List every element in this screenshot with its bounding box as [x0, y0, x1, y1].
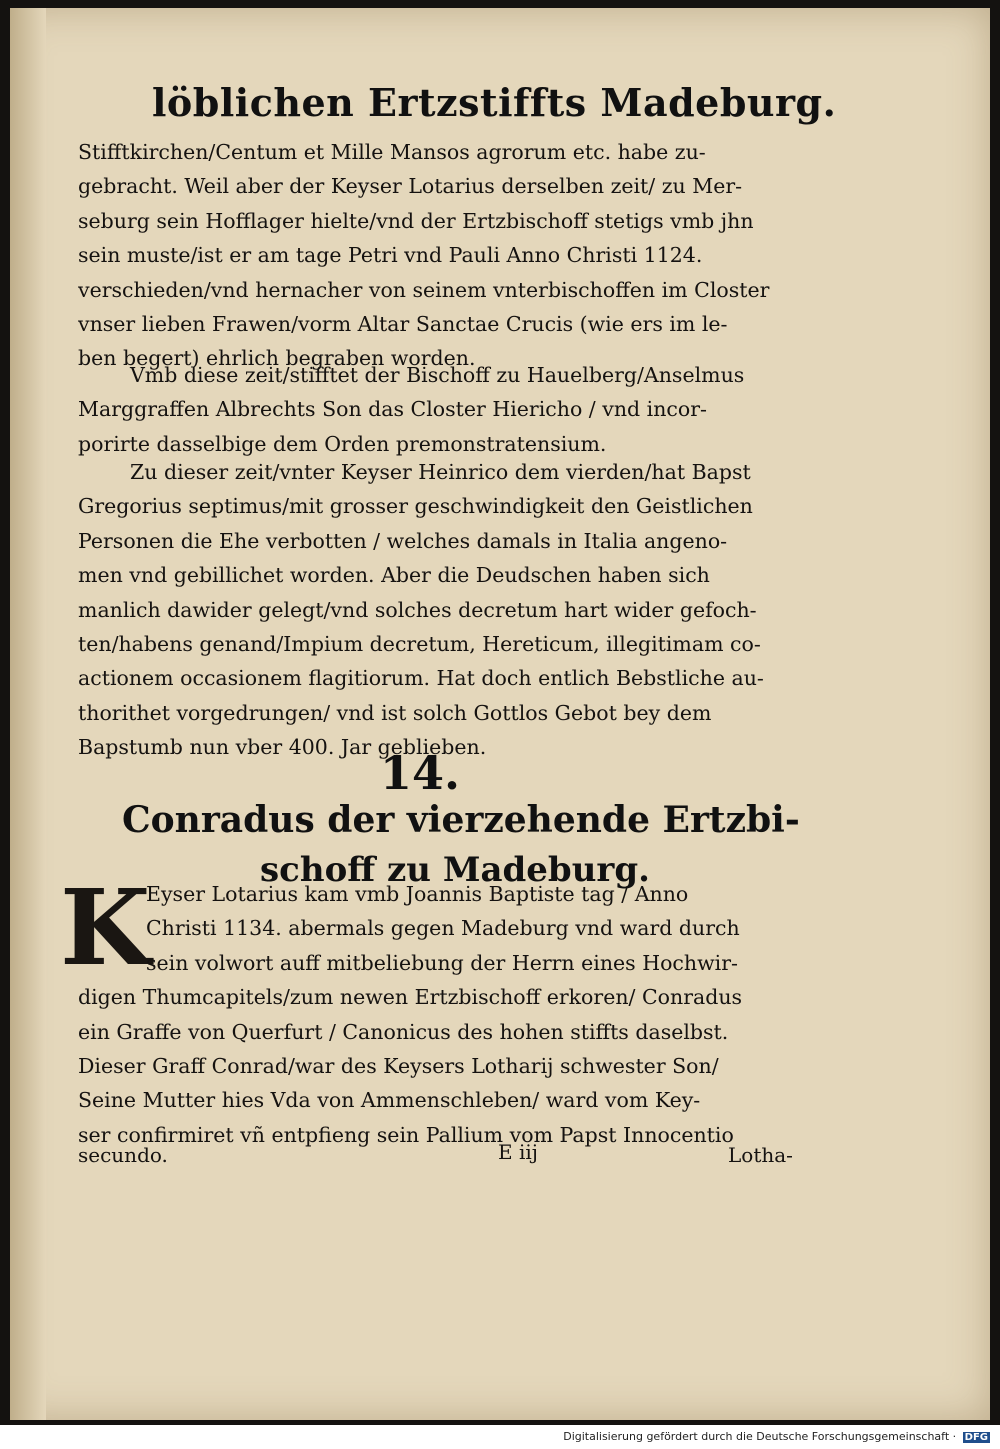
- digitization-credit: Digitalisierung gefördert durch die Deutsche Forschungsgemeinschaft · DFG: [563, 1430, 988, 1443]
- signature-mark: E iij: [498, 1140, 538, 1164]
- credit-text: Digitalisierung gefördert durch die Deutsche Forschungsgemeinschaft: [563, 1430, 950, 1443]
- chapter-title-line-1: Conradus der vierzehende Ertzbi-: [122, 799, 800, 841]
- drop-cap: K: [60, 866, 151, 989]
- chapter-title-line-2: schoff zu Madeburg.: [260, 850, 650, 890]
- text-line: Gregorius septimus/mit grosser geschwindigkeit den Geistlichen: [78, 494, 753, 519]
- text-line: men vnd gebillichet worden. Aber die Deudschen haben sich: [78, 563, 710, 588]
- text-line: ser confirmiret vñ entpfieng sein Pallium vom Papst Innocentio: [78, 1122, 734, 1147]
- text-line: sein muste/ist er am tage Petri vnd Pauli Anno Christi 1124.: [78, 243, 703, 268]
- chapter-number: 14.: [380, 746, 461, 800]
- text-line: Seine Mutter hies Vda von Ammenschleben/ ward vom Key-: [78, 1088, 701, 1113]
- text-line: Eyser Lotarius kam vmb Joannis Baptiste tag / Anno: [146, 882, 689, 906]
- text-line: ein Graffe von Querfurt / Canonicus des hohen stiffts daselbst.: [78, 1019, 729, 1044]
- text-line: ben begert) ehrlich begraben worden.: [78, 346, 476, 371]
- text-line: Personen die Ehe verbotten / welches damals in Italia angeno-: [78, 528, 728, 553]
- running-title: löblichen Ertzstiffts Madeburg.: [152, 80, 837, 125]
- text-line: Christi 1134. abermals gegen Madeburg vnd ward durch: [146, 916, 740, 941]
- text-line: Vmb diese zeit/stifftet der Bischoff zu Hauelberg/Anselmus: [130, 363, 745, 387]
- text-line: Zu dieser zeit/vnter Keyser Heinrico dem vierden/hat Bapst: [130, 460, 751, 484]
- text-line: vnser lieben Frawen/vorm Altar Sanctae Crucis (wie ers im le-: [78, 312, 728, 337]
- text-line: Bapstumb nun vber 400. Jar geblieben.: [78, 735, 487, 760]
- text-line: gebracht. Weil aber der Keyser Lotarius derselben zeit/ zu Mer-: [78, 174, 743, 199]
- text-line: sein volwort auff mitbeliebung der Herrn eines Hochwir-: [146, 950, 738, 975]
- paragraph-3: [78, 455, 823, 765]
- text-line: ten/habens genand/Impium decretum, Hereticum, illegitimam co-: [78, 632, 761, 657]
- text-line: seburg sein Hofflager hielte/vnd der Ertzbischoff stetigs vmb jhn: [78, 208, 754, 233]
- text-line: Marggraffen Albrechts Son das Closter Hiericho / vnd incor-: [78, 397, 707, 422]
- paragraph-2: [78, 358, 823, 461]
- text-line: porirte dasselbige dem Orden premonstratensium.: [78, 431, 607, 456]
- text-line: Dieser Graff Conrad/war des Keysers Lotharij schwester Son/: [78, 1054, 719, 1079]
- catchword: Lotha-: [728, 1143, 793, 1167]
- text-line: thorithet vorgedrungen/ vnd ist solch Gottlos Gebot bey dem: [78, 700, 712, 725]
- paragraph-4: [78, 877, 823, 1152]
- text-line: verschieden/vnd hernacher von seinem vnterbischoffen im Closter: [78, 277, 770, 302]
- text-line: digen Thumcapitels/zum newen Ertzbischoff erkoren/ Conradus: [78, 985, 743, 1010]
- page-gutter-shadow: [10, 8, 46, 1420]
- footer-last-word: secundo.: [78, 1143, 168, 1167]
- text-line: Stifftkirchen/Centum et Mille Mansos agrorum etc. habe zu-: [78, 140, 706, 164]
- dfg-logo: DFG: [964, 1432, 988, 1443]
- text-line: manlich dawider gelegt/vnd solches decretum hart wider gefoch-: [78, 597, 757, 622]
- text-line: actionem occasionem flagitiorum. Hat doch entlich Bebstliche au-: [78, 666, 764, 691]
- paragraph-1: [78, 135, 823, 376]
